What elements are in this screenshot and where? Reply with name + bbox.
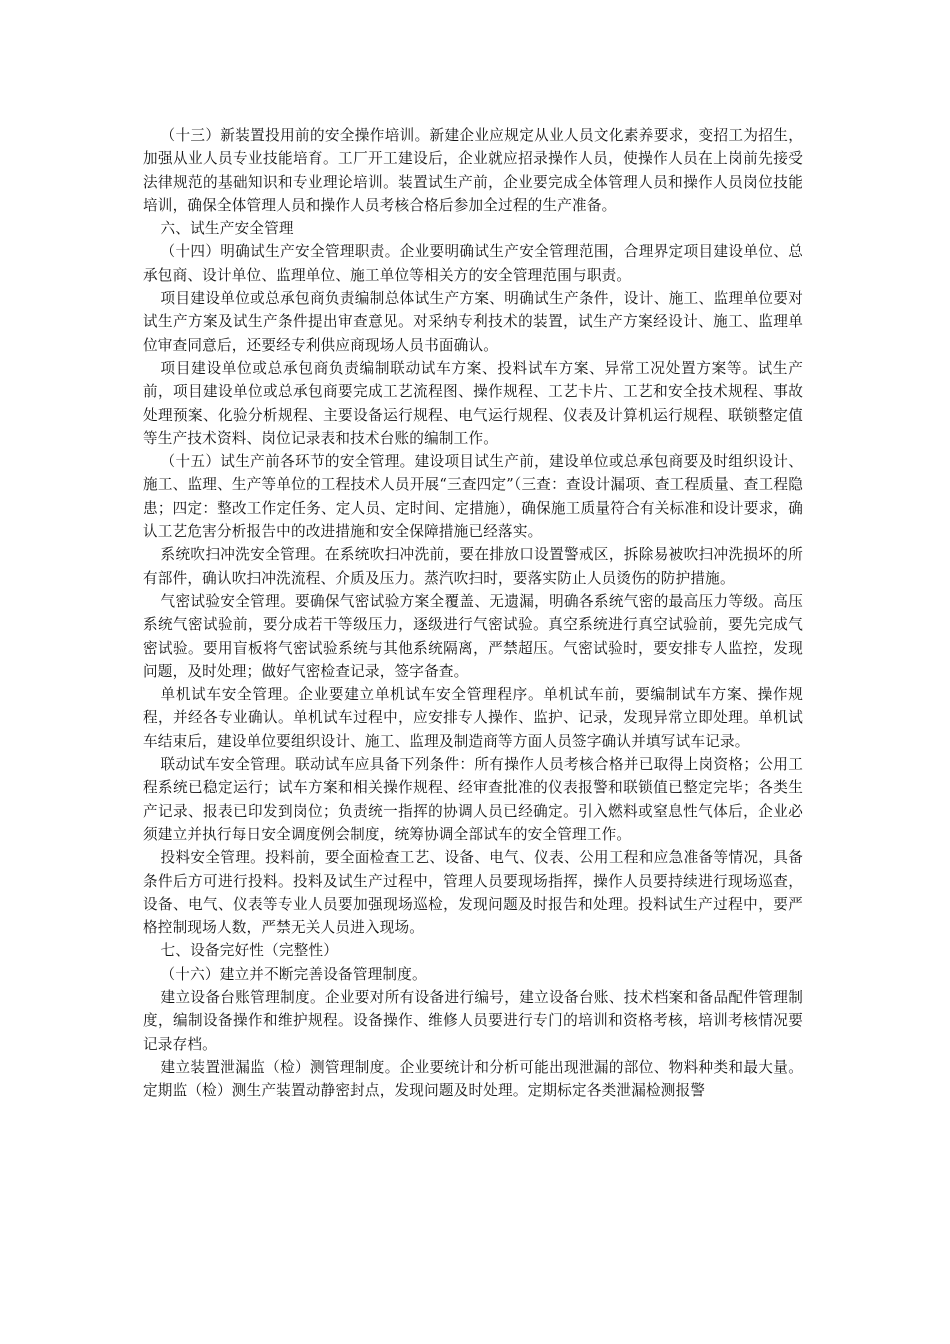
- document-body: [143, 124, 803, 1102]
- paragraph-joint-trial: 联动试车安全管理。联动试车应具备下列条件：所有操作人员考核合格并已取得上岗资格；公用工程系统已稳定运行；试车方案和相关操作规程、经审查批准的仪表报警和联锁值已整定完毕；各类生产记录、报表已印发到岗位；负责统一指挥的协调人员已经确定。引入燃料或窒息性气体后，企业必须建立并执行每日安全调度例会制度，统筹协调全部试车的安全管理工作。: [143, 756, 803, 843]
- paragraph-airtight-test: 气密试验安全管理。要确保气密试验方案全覆盖、无遗漏，明确各系统气密的最高压力等级。高压系统气密试验前，要分成若干等级压力，逐级进行气密试验。真空系统进行真空试验前，要先完成气密试验。要用盲板将气密试验系统与其他系统隔离，严禁超压。气密试验时，要安排专人监控，发现问题，及时处理；做好气密检查记录，签字备查。: [143, 592, 803, 680]
- paragraph-14-responsibilities: （十四）明确试生产安全管理职责。企业要明确试生产安全管理范围，合理界定项目建设单位、总承包商、设计单位、监理单位、施工单位等相关方的安全管理范围与职责。: [143, 243, 803, 284]
- paragraph-16-equipment-system: （十六）建立并不断完善设备管理制度。: [160, 965, 427, 983]
- paragraph-purge-flush: 系统吹扫冲洗安全管理。在系统吹扫冲洗前，要在排放口设置警戒区，拆除易被吹扫冲洗损坏的所有部件，确认吹扫冲洗流程、介质及压力。蒸汽吹扫时，要落实防止人员烫伤的防护措施。: [143, 546, 803, 587]
- paragraph-13-training: （十三）新装置投用前的安全操作培训。新建企业应规定从业人员文化素养要求，变招工为招生，加强从业人员专业技能培育。工厂开工建设后，企业就应招录操作人员，使操作人员在上岗前先接受法律规范的基础知识和专业理论培训。装置试生产前，企业要完成全体管理人员和操作人员岗位技能培训，确保全体管理人员和操作人员考核合格后参加全过程的生产准备。: [143, 127, 803, 214]
- paragraph-single-machine-trial: 单机试车安全管理。企业要建立单机试车安全管理程序。单机试车前，要编制试车方案、操作规程，并经各专业确认。单机试车过程中，应安排专人操作、监护、记录，发现异常立即处理。单机试车结束后，建设单位要组织设计、施工、监理及制造商等方面人员签字确认并填写试车记录。: [143, 686, 803, 750]
- section-heading-7: 七、设备完好性（完整性）: [160, 942, 339, 960]
- paragraph-joint-trial-plan: 项目建设单位或总承包商负责编制联动试车方案、投料试车方案、异常工况处置方案等。试生产前，项目建设单位或总承包商要完成工艺流程图、操作规程、工艺卡片、工艺和安全技术规程、事故处理预案、化验分析规程、主要设备运行规程、电气运行规程、仪表及计算机运行规程、联锁整定值等生产技术资料、岗位记录表和技术台账的编制工作。: [143, 359, 803, 447]
- paragraph-15-pre-trial: （十五）试生产前各环节的安全管理。建设项目试生产前，建设单位或总承包商要及时组织设计、施工、监理、生产等单位的工程技术人员开展“三查四定”（三查：查设计漏项、查工程质量、查工程隐患；四定：整改工作定任务、定人员、定时间、定措施），确保施工质量符合有关标准和设计要求，确认工艺危害分析报告中的改进措施和安全保障措施已经落实。: [143, 453, 803, 541]
- paragraph-feeding: 投料安全管理。投料前，要全面检查工艺、设备、电气、仪表、公用工程和应急准备等情况，具备条件后方可进行投料。投料及试生产过程中，管理人员要现场指挥，操作人员要持续进行现场巡查，设备、电气、仪表等专业人员要加强现场巡检，发现问题及时报告和处理。投料试生产过程中，要严格控制现场人数，严禁无关人员进入现场。: [143, 849, 803, 937]
- paragraph-trial-plan: 项目建设单位或总承包商负责编制总体试生产方案、明确试生产条件，设计、施工、监理单位要对试生产方案及试生产条件提出审查意见。对采纳专利技术的装置，试生产方案经设计、施工、监理单位审查同意后，还要经专利供应商现场人员书面确认。: [143, 290, 803, 354]
- paragraph-leak-monitoring: 建立装置泄漏监（检）测管理制度。企业要统计和分析可能出现泄漏的部位、物料种类和最大量。定期监（检）测生产装置动静密封点，发现问题及时处理。定期标定各类泄漏检测报警: [143, 1058, 803, 1100]
- paragraph-equipment-ledger: 建立设备台账管理制度。企业要对所有设备进行编号，建立设备台账、技术档案和备品配件管理制度，编制设备操作和维护规程。设备操作、维修人员要进行专门的培训和资格考核，培训考核情况要记录存档。: [143, 988, 803, 1053]
- section-heading-6: 六、试生产安全管理: [160, 220, 294, 238]
